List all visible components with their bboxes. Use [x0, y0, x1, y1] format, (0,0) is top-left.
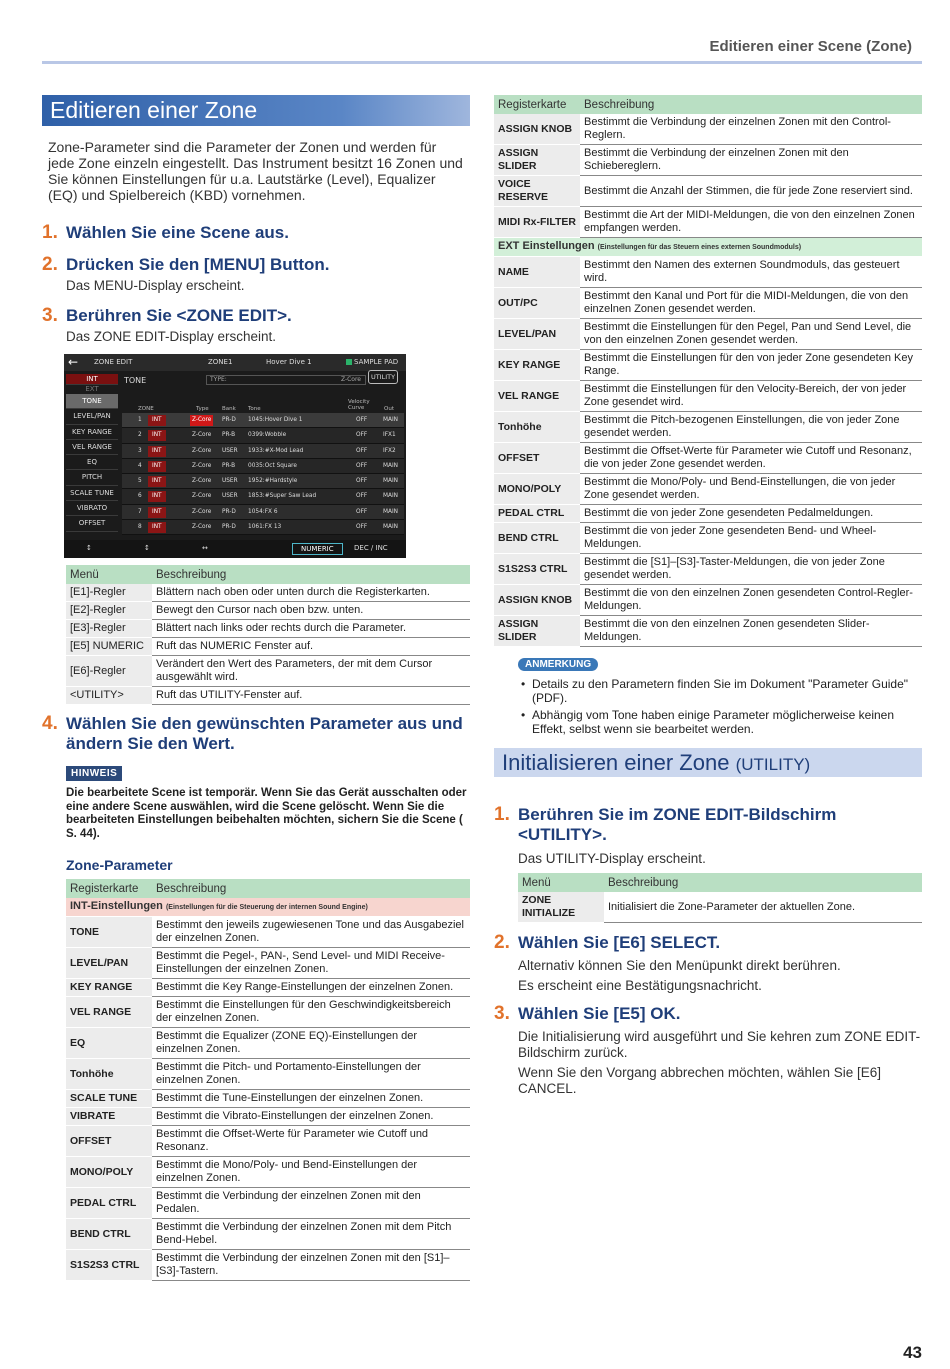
table-row: [494, 288, 922, 319]
param-desc: Bestimmt die Mono/Poly- und Bend-Einstellungen der einzelnen Zonen.: [152, 1157, 470, 1188]
step-text: Berühren Sie im ZONE EDIT-Bildschirm <UTILITY>.: [518, 805, 837, 844]
screen-table-header: [122, 400, 404, 412]
step-1: [42, 223, 470, 243]
table-row: [66, 1126, 470, 1157]
param-desc: Bestimmt die Verbindung der einzelnen Zonen mit den Control-Reglern.: [580, 114, 922, 145]
step-number: 2.: [494, 932, 510, 953]
step-number: 1.: [494, 804, 510, 825]
row-type: Z-Core: [192, 508, 212, 515]
param-desc: Bestimmt den Namen des externen Soundmoduls, das gesteuert wird.: [580, 257, 922, 288]
param-key: ASSIGN SLIDER: [494, 145, 580, 176]
step-number: 2.: [42, 254, 58, 275]
param-key: S1S2S3 CTRL: [494, 554, 580, 585]
param-desc: Bestimmt die Art der MIDI-Meldungen, die von den einzelnen Zonen empfangen werden.: [580, 207, 922, 238]
param-key: Tonhöhe: [494, 412, 580, 443]
param-desc: Bestimmt die von jeder Zone gesendeten Pedalmeldungen.: [580, 505, 922, 523]
param-key: ASSIGN KNOB: [494, 585, 580, 616]
menu-desc: Verändert den Wert des Parameters, der mit dem Cursor ausgewählt wird.: [152, 656, 470, 687]
row-curve: OFF: [356, 417, 368, 423]
param-key: LEVEL/PAN: [494, 319, 580, 350]
section-title-text: Initialisieren einer Zone: [502, 750, 730, 775]
screen-title: ZONE EDIT: [94, 358, 133, 366]
col-header: Registerkarte: [66, 879, 152, 898]
init-step-2: [494, 933, 922, 953]
row-num: 3: [138, 447, 142, 454]
table-row: [494, 176, 922, 207]
utility-table: [518, 873, 922, 923]
row-type: Z-Core: [192, 447, 212, 454]
table-row: [494, 585, 922, 616]
tab-scale-tune: SCALE TUNE: [66, 486, 118, 501]
step-number: 1.: [42, 222, 58, 243]
screen-row: [122, 520, 404, 535]
right-column: [494, 95, 922, 1097]
row-src: INT: [148, 446, 166, 457]
step-text: Berühren Sie <ZONE EDIT>.: [66, 306, 292, 325]
hint-text: Die bearbeitete Scene ist temporär. Wenn Sie das Gerät ausschalten oder eine andere Scene auswählen, wird die Scene gelöscht. Wenn Sie die bearbeiteten Einstellungen beibehalten möchten, sichern Sie die Scene ( S. 44).: [66, 787, 467, 840]
table-row: [494, 381, 922, 412]
step-2: [42, 255, 470, 275]
param-key: VEL RANGE: [66, 997, 152, 1028]
step-desc: Das UTILITY-Display erscheint.: [518, 851, 706, 866]
param-key: SCALE TUNE: [66, 1090, 152, 1108]
row-type: Z-Core: [192, 493, 212, 500]
table-row: [66, 687, 470, 705]
col-header: Registerkarte: [494, 95, 580, 114]
row-out: MAIN: [383, 417, 399, 423]
param-key: Tonhöhe: [66, 1059, 152, 1090]
tab-level-pan: LEVEL/PAN: [66, 409, 118, 424]
param-key: BEND CTRL: [66, 1219, 152, 1250]
row-bank: PR-B: [222, 432, 236, 439]
tab-vibrato: VIBRATO: [66, 501, 118, 516]
row-type: Z-Core: [192, 478, 212, 485]
step-number: 3.: [42, 305, 58, 326]
note-list: [518, 677, 922, 736]
param-key: OFFSET: [66, 1126, 152, 1157]
screen-row: [122, 444, 404, 459]
table-row: [66, 948, 470, 979]
table-row: [494, 412, 922, 443]
row-out: IFX1: [383, 432, 396, 439]
table-row: [66, 602, 470, 620]
param-desc: Bestimmt die Mono/Poly- und Bend-Einstellungen, die von jeder Zone gesendet werden.: [580, 474, 922, 505]
hint-badge-wrap: [42, 763, 470, 781]
table-row: [66, 1059, 470, 1090]
col-bank: Bank: [222, 406, 236, 412]
param-key: PEDAL CTRL: [494, 505, 580, 523]
param-desc: Bestimmt die von jeder Zone gesendeten Bend- und Wheel-Meldungen.: [580, 523, 922, 554]
param-desc: Bestimmt die Verbindung der einzelnen Zonen mit den [S1]–[S3]-Tastern.: [152, 1250, 470, 1281]
param-desc: Bestimmt die Key Range-Einstellungen der einzelnen Zonen.: [152, 979, 470, 997]
param-desc: Bestimmt die Pegel-, PAN-, Send Level- und MIDI Receive-Einstellungen der einzelnen Zonen.: [152, 948, 470, 979]
leftright-arrow-icon: ↔: [202, 544, 208, 552]
col-header: Beschreibung: [152, 879, 470, 898]
row-bank: USER: [222, 493, 238, 500]
zone-parameter-heading: Zone-Parameter: [66, 857, 173, 873]
menu-key: ZONE INITIALIZE: [518, 892, 604, 923]
section-title-edit-zone: Editieren einer Zone: [42, 95, 470, 126]
param-key: TONE: [66, 917, 152, 948]
row-out: MAIN: [383, 524, 399, 531]
menu-key: [E2]-Regler: [66, 602, 152, 620]
running-head: Editieren einer Scene (Zone): [709, 38, 912, 55]
page-number: 43: [903, 1343, 922, 1362]
tab-eq: EQ: [66, 455, 118, 470]
col-header: Beschreibung: [604, 873, 922, 892]
row-out: IFX2: [383, 447, 396, 454]
row-src: INT: [148, 507, 166, 518]
col-header: Menü: [66, 565, 152, 584]
back-arrow-icon: ←: [68, 355, 79, 369]
list-item: • Details zu den Parametern finden Sie im Dokument "Parameter Guide" (PDF).: [518, 677, 922, 705]
menu-desc: Bewegt den Cursor nach oben bzw. unten.: [152, 602, 470, 620]
table-row: [66, 1188, 470, 1219]
screen-row: [122, 459, 404, 474]
row-curve: OFF: [356, 478, 368, 485]
table-row: [66, 917, 470, 948]
param-desc: Bestimmt die Einstellungen für den von jeder Zone gesendeten Key Range.: [580, 350, 922, 381]
screen-utility-button: UTILITY: [368, 370, 398, 384]
intro-text: Zone-Parameter sind die Parameter der Zonen und werden für jede Zone einzeln eingestellt. Das Instrument besitzt 16 Zonen und Sie können Einstellungen für u.a. Lautstärke (Level), Equalizer (EQ) und Spielbereich (KBD) vornehmen.: [48, 139, 463, 203]
table-row: [494, 319, 922, 350]
param-desc: Bestimmt die Verbindung der einzelnen Zonen mit dem Pitch Bend-Hebel.: [152, 1219, 470, 1250]
step-text: Wählen Sie [E6] SELECT.: [518, 933, 721, 952]
list-item: • Abhängig vom Tone haben einige Parameter möglicherweise keinen Effekt, selbst wenn sie bearbeitet werden.: [518, 708, 922, 736]
param-desc: Bestimmt die [S1]–[S3]-Taster-Meldungen, die von jeder Zone gesendet werden.: [580, 554, 922, 585]
menu-key: [E3]-Regler: [66, 620, 152, 638]
tab-offset: OFFSET: [66, 516, 118, 531]
row-num: 7: [138, 508, 142, 515]
row-src: INT: [148, 430, 166, 441]
section-title-init-zone: [494, 748, 922, 777]
col-header: Menü: [518, 873, 604, 892]
row-bank: PR-D: [222, 508, 236, 515]
row-out: MAIN: [383, 493, 399, 500]
row-type: Z-Core: [190, 415, 213, 426]
menu-desc: Blättert nach links oder rechts durch die Parameter.: [152, 620, 470, 638]
row-src: INT: [148, 461, 166, 472]
menu-desc: Ruft das UTILITY-Fenster auf.: [152, 687, 470, 705]
table-row: [494, 474, 922, 505]
menu-key: [E5] NUMERIC: [66, 638, 152, 656]
step-desc: Das MENU-Display erscheint.: [66, 278, 245, 293]
table-row: [66, 1250, 470, 1281]
tab-key-range: KEY RANGE: [66, 425, 118, 440]
row-src: INT: [148, 476, 166, 487]
screen-tone: Hover Dive 1: [266, 358, 312, 366]
param-key: MIDI Rx-FILTER: [494, 207, 580, 238]
row-tone: 1853:#Super Saw Lead: [248, 493, 317, 500]
tab-tone: TONE: [66, 394, 118, 409]
param-key: VOICE RESERVE: [494, 176, 580, 207]
col-out: Out: [384, 406, 394, 412]
param-desc: Bestimmt die Verbindung der einzelnen Zonen mit den Schiebereglern.: [580, 145, 922, 176]
group-row: [66, 898, 470, 917]
param-desc: Bestimmt die Einstellungen für den Pegel, Pan und Send Level, die von den einzelnen Zonen gesendet werden.: [580, 319, 922, 350]
step-desc: Alternativ können Sie den Menüpunkt direkt berühren.: [518, 958, 841, 973]
zone-parameter-table: [66, 879, 470, 1281]
param-desc: Bestimmt die Tune-Einstellungen der einzelnen Zonen.: [152, 1090, 470, 1108]
tab-ext: EXT: [85, 385, 99, 393]
screen-knob-bar: [64, 540, 406, 558]
step-text: Wählen Sie [E5] OK.: [518, 1004, 681, 1023]
table-row: [494, 350, 922, 381]
tab-int: INT: [66, 374, 118, 385]
param-desc: Bestimmt die Einstellungen für den Velocity-Bereich, der von jeder Zone gesendet wird.: [580, 381, 922, 412]
table-row: [494, 443, 922, 474]
param-desc: Bestimmt die Offset-Werte für Parameter wie Cutoff und Resonanz.: [152, 1126, 470, 1157]
screen-sample-pad: SAMPLE PAD: [346, 358, 398, 366]
param-desc: Bestimmt die von den einzelnen Zonen gesendeten Slider-Meldungen.: [580, 616, 922, 647]
row-bank: PR-B: [222, 462, 236, 469]
row-bank: PR-D: [222, 524, 236, 531]
hint-badge: HINWEIS: [66, 766, 122, 781]
screen-row: [122, 474, 404, 489]
menu-key: [E6]-Regler: [66, 656, 152, 687]
col-type: Type: [196, 406, 209, 412]
row-num: 1: [138, 417, 142, 423]
param-key: EQ: [66, 1028, 152, 1059]
left-column: [42, 95, 470, 1281]
param-key: VIBRATE: [66, 1108, 152, 1126]
param-key: KEY RANGE: [494, 350, 580, 381]
menu-table: [66, 565, 470, 705]
param-desc: Bestimmt die Pitch- und Portamento-Einstellungen der einzelnen Zonen.: [152, 1059, 470, 1090]
section-title-suffix: (UTILITY): [735, 755, 811, 774]
step-4: [42, 714, 470, 754]
row-curve: OFF: [356, 432, 368, 439]
note-badge: ANMERKUNG: [518, 658, 598, 671]
row-out: MAIN: [383, 478, 399, 485]
param-desc: Bestimmt den Kanal und Port für die MIDI-Meldungen, die von den einzelnen Zonen gesendet werden.: [580, 288, 922, 319]
screen-row: [122, 489, 404, 504]
table-row: [66, 1028, 470, 1059]
updown-arrow-icon: ↕: [86, 544, 92, 552]
param-key: OFFSET: [494, 443, 580, 474]
step-text: Drücken Sie den [MENU] Button.: [66, 255, 330, 274]
row-num: 6: [138, 493, 142, 500]
screen-row: [122, 505, 404, 520]
note-badge-wrap: [494, 654, 922, 672]
param-desc: Bestimmt die Anzahl der Stimmen, die für jede Zone reserviert sind.: [580, 176, 922, 207]
param-desc: Bestimmt die von den einzelnen Zonen gesendeten Control-Regler-Meldungen.: [580, 585, 922, 616]
param-desc: Bestimmt die Offset-Werte für Parameter wie Cutoff und Resonanz, die von jeder Zone gesendet werden.: [580, 443, 922, 474]
int-group-header: [66, 898, 470, 917]
row-tone: 1045:Hover Dive 1: [248, 417, 303, 423]
row-num: 8: [138, 524, 142, 531]
param-key: S1S2S3 CTRL: [66, 1250, 152, 1281]
param-desc: Bestimmt die Verbindung der einzelnen Zonen mit den Pedalen.: [152, 1188, 470, 1219]
table-row: [66, 979, 470, 997]
step-desc-2: Es erscheint eine Bestätigungsnachricht.: [518, 978, 762, 993]
screen-zone: ZONE1: [208, 358, 233, 366]
row-curve: OFF: [356, 508, 368, 515]
step-desc: Das ZONE EDIT-Display erscheint.: [66, 329, 277, 344]
group-note: (Einstellungen für die Steuerung der internen Sound Engine): [165, 904, 368, 911]
table-row: [66, 1219, 470, 1250]
row-bank: USER: [222, 478, 238, 485]
screen-row: [122, 413, 404, 428]
row-tone: 0399:Wobble: [248, 432, 287, 439]
numeric-button: NUMERIC: [292, 543, 343, 555]
param-key: OUT/PC: [494, 288, 580, 319]
row-src: INT: [148, 491, 166, 502]
dec-inc-label: DEC / INC: [354, 544, 388, 552]
step-text: Wählen Sie eine Scene aus.: [66, 223, 289, 242]
tab-vel-range: VEL RANGE: [66, 440, 118, 455]
row-tone: 1061:FX 13: [248, 524, 282, 531]
row-curve: OFF: [356, 462, 368, 469]
step-number: 4.: [42, 713, 58, 734]
screen-title-bar: [64, 354, 406, 371]
table-row: [494, 207, 922, 238]
param-key: VEL RANGE: [494, 381, 580, 412]
param-key: PEDAL CTRL: [66, 1188, 152, 1219]
param-key: ASSIGN SLIDER: [494, 616, 580, 647]
screen-tone-label: TONE: [124, 376, 147, 385]
screen-type-box: [206, 375, 366, 385]
step-number: 3.: [494, 1003, 510, 1024]
table-row: [494, 616, 922, 647]
param-key: NAME: [494, 257, 580, 288]
table-row: [66, 620, 470, 638]
ext-group-header: [494, 238, 922, 257]
table-row: [66, 656, 470, 687]
row-type: Z-Core: [192, 432, 212, 439]
menu-desc: Blättern nach oben oder unten durch die Registerkarten.: [152, 584, 470, 602]
row-out: MAIN: [383, 508, 399, 515]
menu-key: [E1]-Regler: [66, 584, 152, 602]
row-out: MAIN: [383, 462, 399, 469]
table-row: [494, 257, 922, 288]
step-text: Wählen Sie den gewünschten Parameter aus und ändern Sie den Wert.: [66, 714, 463, 753]
step-desc-2: Wenn Sie den Vorgang abbrechen möchten, wählen Sie [E6] CANCEL.: [518, 1065, 881, 1096]
table-row: [494, 523, 922, 554]
row-src: INT: [148, 522, 166, 533]
row-tone: 1933:#X-Mod Lead: [248, 447, 304, 454]
step-desc: Die Initialisierung wird ausgeführt und Sie kehren zum ZONE EDIT-Bildschirm zurück.: [518, 1029, 921, 1060]
zone-edit-screenshot: [64, 354, 406, 558]
row-num: 4: [138, 462, 142, 469]
col-tone: Tone: [248, 406, 261, 412]
row-curve: OFF: [356, 493, 368, 500]
param-key: BEND CTRL: [494, 523, 580, 554]
table-row: [66, 997, 470, 1028]
step-3: [42, 306, 470, 326]
param-desc: Bestimmt den jeweils zugewiesenen Tone und das Ausgabeziel der einzelnen Zonen.: [152, 917, 470, 948]
table-row: [518, 892, 922, 923]
group-row: [494, 238, 922, 257]
param-desc: Bestimmt die Einstellungen für den Geschwindigkeitsbereich der einzelnen Zonen.: [152, 997, 470, 1028]
header-rule: [42, 61, 922, 64]
init-step-3: [494, 1004, 922, 1024]
menu-desc: Ruft das NUMERIC Fenster auf.: [152, 638, 470, 656]
screen-zone-rows: [122, 413, 404, 535]
row-tone: 1952:#Hardstyle: [248, 478, 298, 485]
param-desc: Bestimmt die Equalizer (ZONE EQ)-Einstellungen der einzelnen Zonen.: [152, 1028, 470, 1059]
table-row: [66, 1090, 470, 1108]
menu-key: <UTILITY>: [66, 687, 152, 705]
table-row: [66, 1157, 470, 1188]
row-type: Z-Core: [192, 462, 212, 469]
param-key: ASSIGN KNOB: [494, 114, 580, 145]
col-zone: ZONE: [138, 406, 154, 412]
col-velocity-curve: Velocity Curve: [348, 399, 370, 411]
param-key: LEVEL/PAN: [66, 948, 152, 979]
table-row: [494, 505, 922, 523]
col-header: Beschreibung: [152, 565, 470, 584]
row-src: INT: [148, 415, 166, 426]
tab-pitch: PITCH: [66, 470, 118, 485]
table-row: [494, 554, 922, 585]
row-curve: OFF: [356, 447, 368, 454]
init-step-1: [494, 805, 922, 845]
table-row: [66, 638, 470, 656]
row-curve: OFF: [356, 524, 368, 531]
updown-arrow-icon: ↕: [144, 544, 150, 552]
zone-parameter-table-continued: [494, 95, 922, 647]
screen-side-tabs: [66, 374, 118, 532]
type-value: Z-Core: [340, 376, 361, 383]
row-num: 2: [138, 432, 142, 439]
row-num: 5: [138, 478, 142, 485]
col-header: Beschreibung: [580, 95, 922, 114]
param-key: KEY RANGE: [66, 979, 152, 997]
table-row: [494, 114, 922, 145]
row-type: Z-Core: [192, 524, 212, 531]
table-row: [66, 584, 470, 602]
param-key: MONO/POLY: [494, 474, 580, 505]
param-desc: Bestimmt die Vibrato-Einstellungen der einzelnen Zonen.: [152, 1108, 470, 1126]
param-desc: Bestimmt die Pitch-bezogenen Einstellungen, die von jeder Zone gesendet werden.: [580, 412, 922, 443]
type-label: TYPE:: [210, 376, 227, 383]
menu-desc: Initialisiert die Zone-Parameter der aktuellen Zone.: [604, 892, 922, 923]
table-row: [494, 145, 922, 176]
group-note: (Einstellungen für das Steuern eines externen Soundmoduls): [597, 244, 802, 251]
row-tone: 1054:FX 6: [248, 508, 278, 515]
group-title: EXT Einstellungen: [498, 240, 595, 252]
table-row: [66, 1108, 470, 1126]
screen-row: [122, 428, 404, 443]
row-tone: 0035:Oct Square: [248, 462, 297, 469]
row-bank: USER: [222, 447, 238, 454]
row-bank: PR-D: [222, 417, 236, 423]
param-key: MONO/POLY: [66, 1157, 152, 1188]
group-title: INT-Einstellungen: [70, 900, 163, 912]
